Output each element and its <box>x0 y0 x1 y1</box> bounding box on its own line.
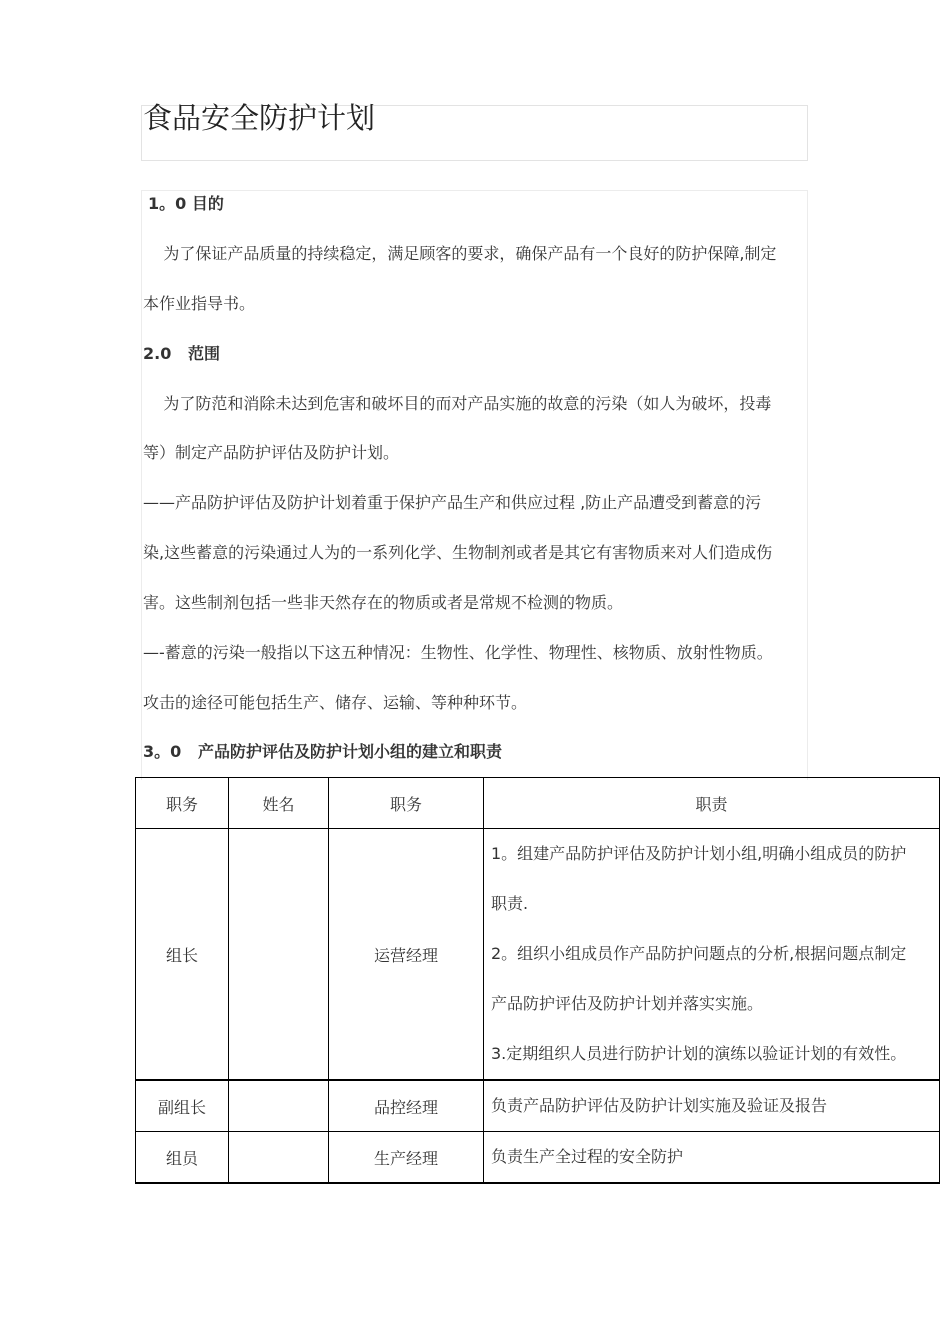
section-2-line-1: 为了防范和消除未达到危害和破坏目的而对产品实施的故意的污染（如人为破坏，投毒 <box>143 394 772 413</box>
duty-line: 负责生产全过程的安全防护 <box>491 1147 684 1166</box>
cell-name <box>229 1132 329 1184</box>
cell-name <box>229 829 329 1081</box>
section-2-line-5: 害。这些制剂包括一些非天然存在的物质或者是常规不检测的物质。 <box>143 593 624 612</box>
team-roles-table <box>135 777 940 1184</box>
header-cell-role: 职务 <box>136 778 229 829</box>
section-1-heading: 1。0 目的 <box>148 194 224 213</box>
header-cell-name: 姓名 <box>229 778 329 829</box>
section-3-heading: 3。0 产品防护评估及防护计划小组的建立和职责 <box>143 742 502 761</box>
section-2-line-3: ——产品防护评估及防护计划着重于保护产品生产和供应过程 ,防止产品遭受到蓄意的污 <box>143 493 762 512</box>
section-2-line-2: 等）制定产品防护评估及防护计划。 <box>143 443 400 462</box>
content-frame <box>141 190 808 780</box>
cell-position: 运营经理 <box>329 829 484 1081</box>
section-2-line-7: 攻击的途径可能包括生产、储存、运输、等种种环节。 <box>143 693 528 712</box>
table-row <box>136 829 940 1081</box>
duty-line: 2。组织小组成员作产品防护问题点的分析,根据问题点制定 <box>491 944 907 963</box>
section-1-line-1: 为了保证产品质量的持续稳定，满足顾客的要求，确保产品有一个良好的防护保障,制定 <box>143 244 777 263</box>
header-cell-position: 职务 <box>329 778 484 829</box>
duty-line: 3.定期组织人员进行防护计划的演练以验证计划的有效性。 <box>491 1044 907 1063</box>
cell-duties <box>484 1132 940 1184</box>
cell-role: 副组长 <box>136 1080 229 1132</box>
section-2-line-6: —-蓄意的污染一般指以下这五种情况：生物性、化学性、物理性、核物质、放射性物质。 <box>143 643 773 662</box>
cell-position: 品控经理 <box>329 1080 484 1132</box>
cell-role: 组员 <box>136 1132 229 1184</box>
table-header-row <box>136 778 940 829</box>
duty-line: 1。组建产品防护评估及防护计划小组,明确小组成员的防护 <box>491 844 907 863</box>
section-1-line-2: 本作业指导书。 <box>143 294 256 313</box>
table-row <box>136 1080 940 1132</box>
cell-duties <box>484 829 940 1081</box>
cell-duties <box>484 1080 940 1132</box>
duty-line: 职责. <box>491 894 529 913</box>
section-2-line-4: 染,这些蓄意的污染通过人为的一系列化学、生物制剂或者是其它有害物质来对人们造成伤 <box>143 543 773 562</box>
section-2-heading: 2.0 范围 <box>143 344 221 363</box>
table-row <box>136 1132 940 1184</box>
cell-position: 生产经理 <box>329 1132 484 1184</box>
cell-role: 组长 <box>136 829 229 1081</box>
cell-name <box>229 1080 329 1132</box>
document-title: 食品安全防护计划 <box>143 101 376 135</box>
duty-line: 负责产品防护评估及防护计划实施及验证及报告 <box>491 1096 828 1115</box>
header-cell-duties: 职责 <box>484 778 940 829</box>
duty-line: 产品防护评估及防护计划并落实实施。 <box>491 994 764 1013</box>
